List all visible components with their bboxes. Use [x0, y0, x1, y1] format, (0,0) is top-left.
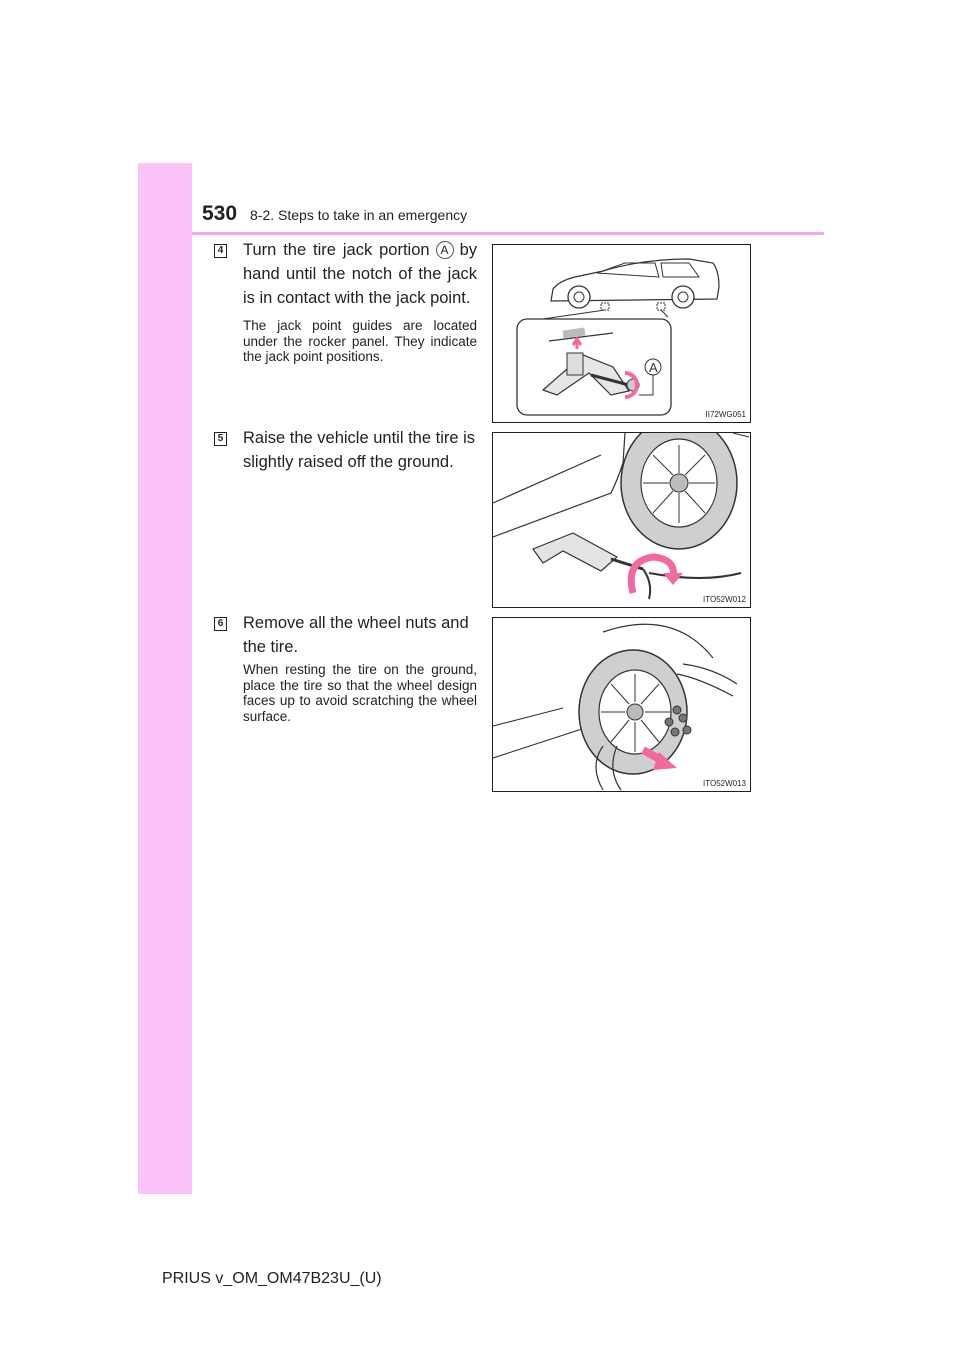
figure-remove-tire [492, 617, 751, 792]
raise-vehicle-illustration-icon [493, 433, 750, 607]
footer-manual-code: PRIUS v_OM_OM47B23U_(U) [162, 1270, 382, 1287]
step-4-text-after: by hand until the notch of the jack is in contact with the jack point. [243, 241, 477, 307]
callout-a-label: A [649, 360, 658, 375]
figure-code-1: II72WG051 [705, 410, 746, 419]
step-number-4: 4 [214, 244, 227, 258]
figure-raise-vehicle [492, 432, 751, 608]
marker-a-icon: A [436, 241, 454, 259]
step-6-note: When resting the tire on the ground, place the tire so that the wheel design faces up to avoid scratching the wheel surface. [243, 662, 477, 724]
step-4-instruction [243, 238, 477, 310]
figure-code-3: ITO52W013 [703, 779, 746, 788]
step-4-note: The jack point guides are located under the rocker panel. They indicate the jack point positions. [243, 318, 477, 364]
page-number: 530 [202, 202, 238, 225]
header-divider [192, 232, 824, 235]
jack-point-illustration-icon [493, 245, 750, 422]
step-4-text-before: Turn the tire jack portion [243, 241, 430, 259]
section-title: 8-2. Steps to take in an emergency [250, 207, 468, 223]
figure-code-2: ITO52W012 [703, 595, 746, 604]
step-number-6: 6 [214, 617, 227, 631]
figure-jack-point [492, 244, 751, 423]
step-6-instruction: Remove all the wheel nuts and the tire. [243, 614, 469, 656]
side-tab-bar [138, 163, 192, 1194]
remove-tire-illustration-icon [493, 618, 750, 791]
step-number-5: 5 [214, 432, 227, 446]
step-5-instruction: Raise the vehicle until the tire is slightly raised off the ground. [243, 429, 476, 471]
